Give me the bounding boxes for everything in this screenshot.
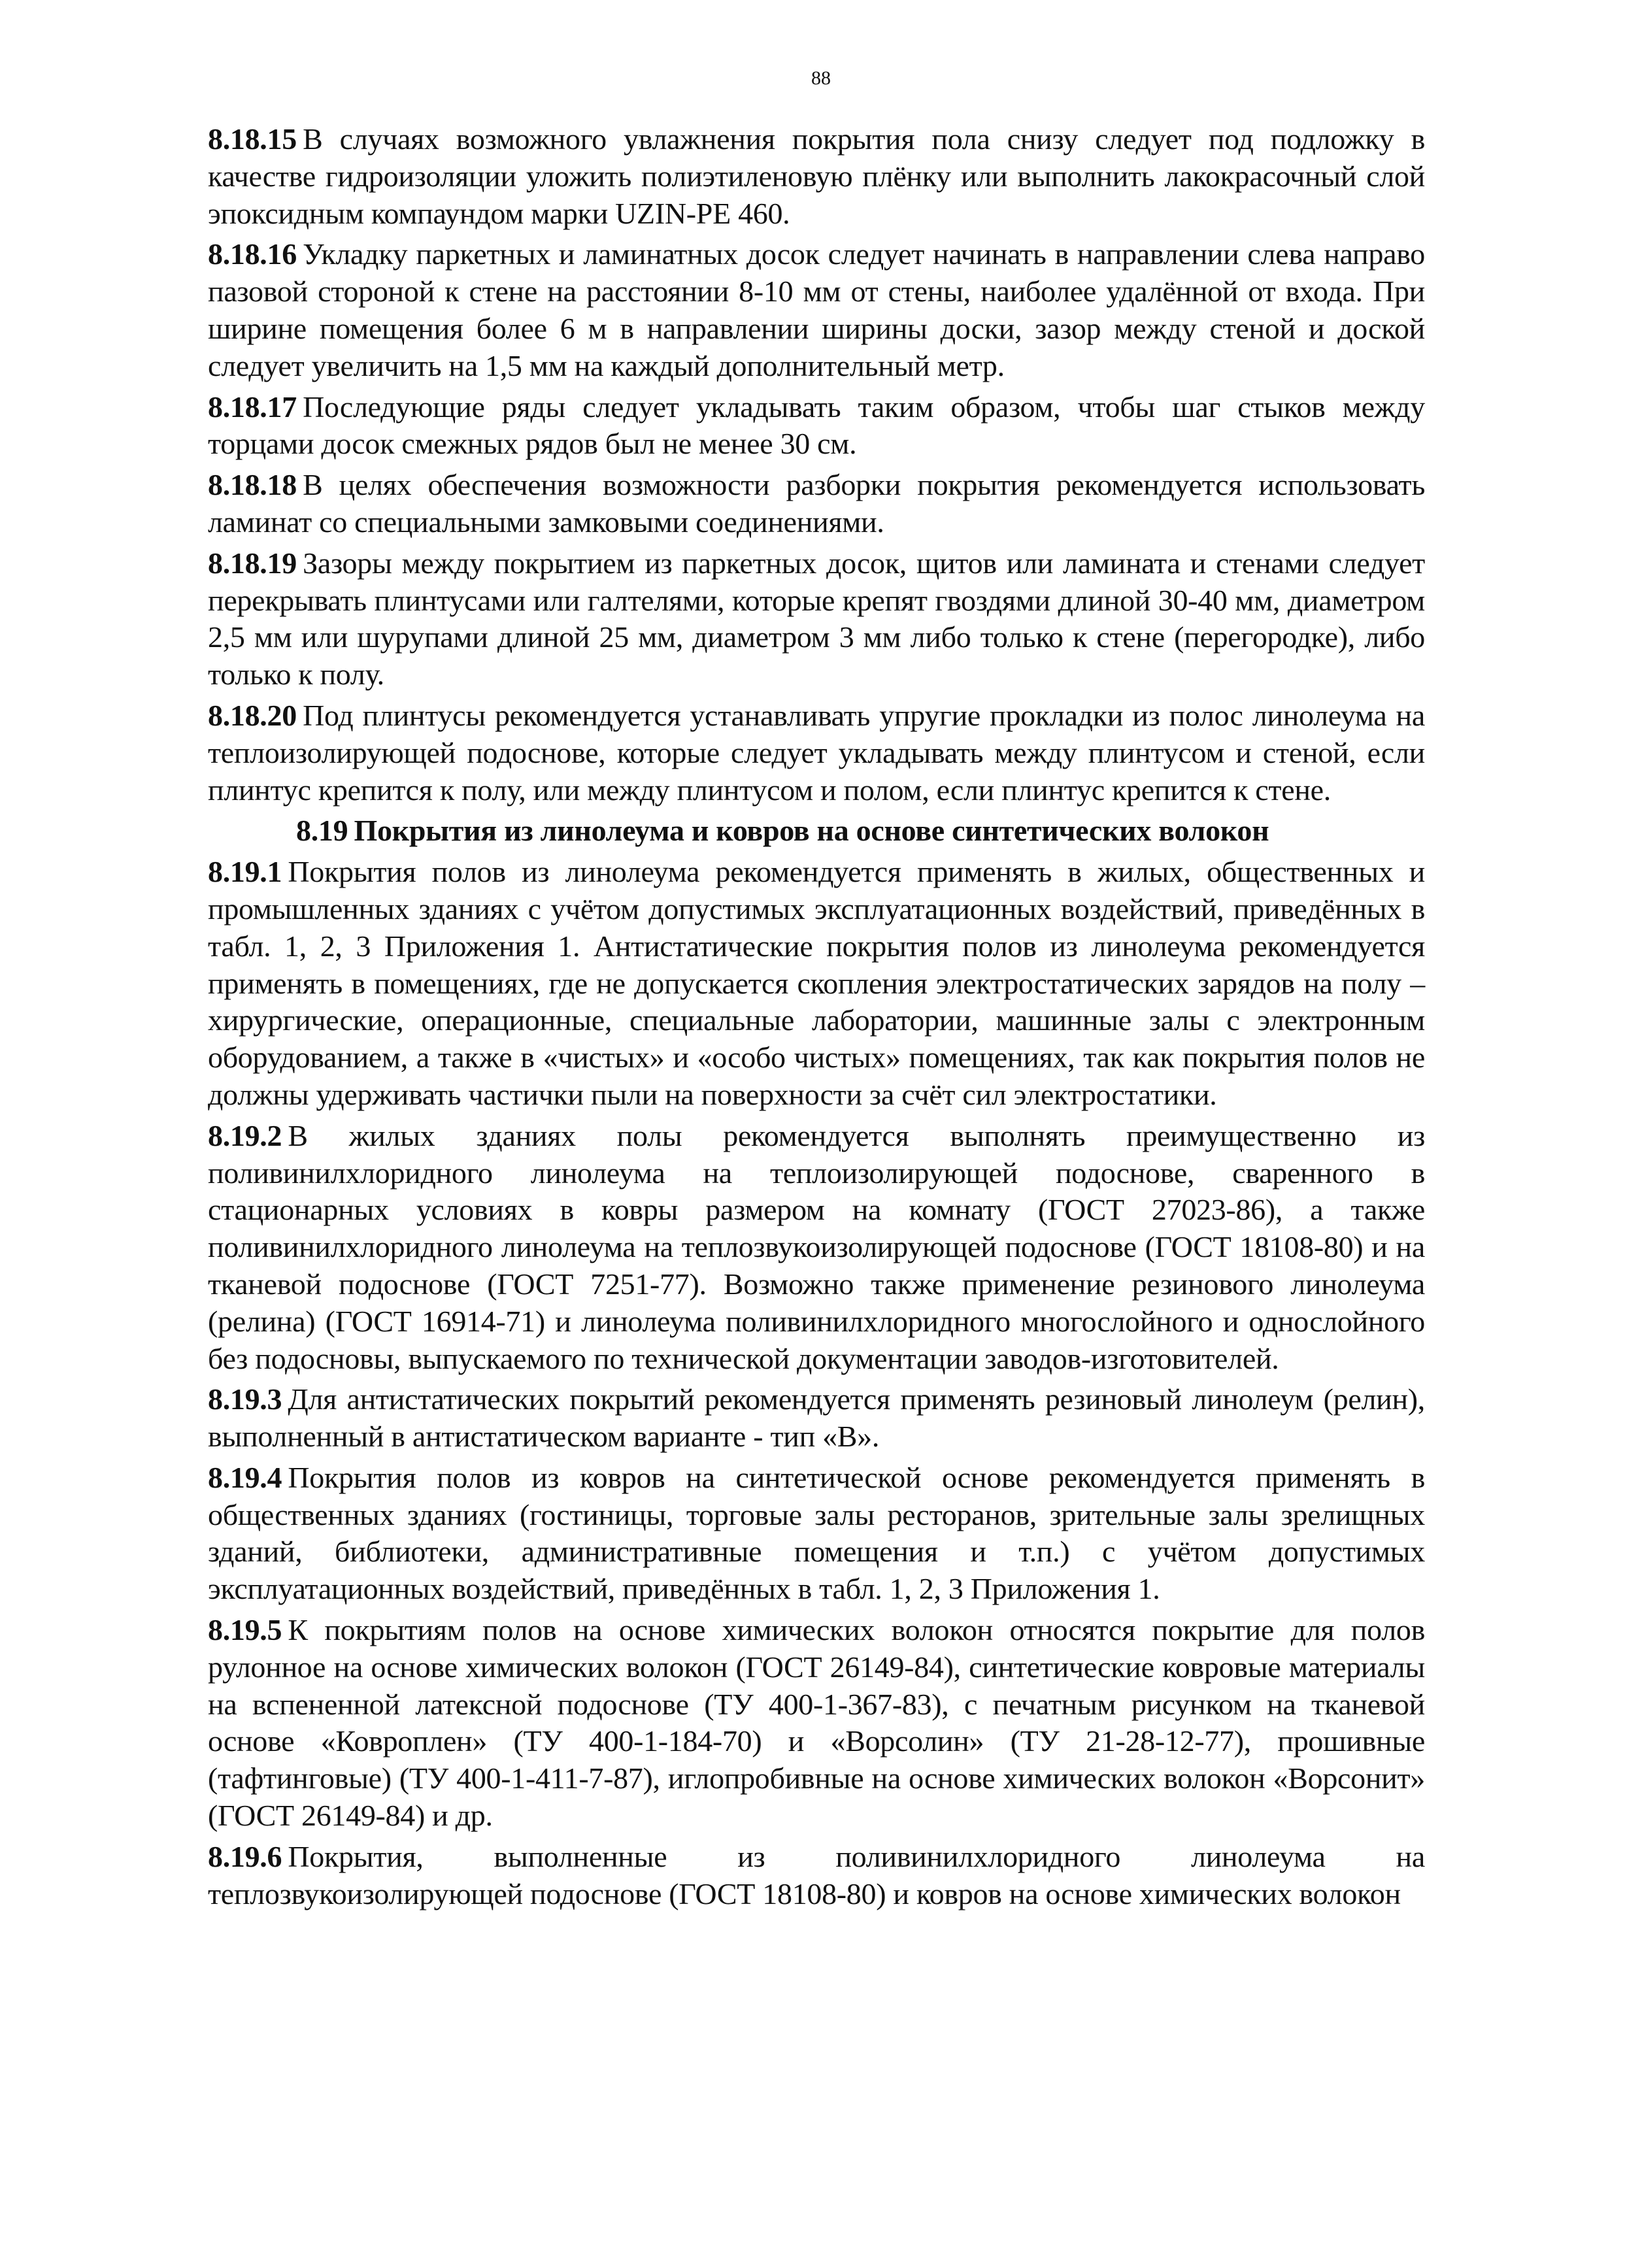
paragraph-8-18-20	[208, 697, 1425, 809]
paragraph-8-19-6	[208, 1839, 1425, 1913]
paragraph-8-18-15	[208, 121, 1425, 232]
paragraph-number: 8.18.15	[208, 122, 297, 156]
paragraph-text: Под плинтусы рекомендуется устанавливать упругие прокладки из полос линолеума на теплоизолирующей подоснове, которые следует укладывать между плинтусом и стеной, если плинтус крепится к полу, или между плинтусом и полом, если плинтус крепится к стене.	[208, 698, 1425, 807]
section-number: 8.19	[296, 814, 348, 848]
paragraph-8-18-18	[208, 467, 1425, 541]
paragraph-text: К покрытиям полов на основе химических волокон относятся покрытие для полов рулонное на основе химических волокон (ГОСТ 26149-84), синтетические ковровые материалы на вспененной латексной подоснове (ТУ 400-1-367-83), с печатным рисунком на тканевой основе «Ковроплен» (ТУ 400-1-184-70) и «Ворсолин» (ТУ 21-28-12-77), прошивные (тафтинговые) (ТУ 400-1-411-7-87), иглопробивные на основе химических волокон «Ворсонит» (ГОСТ 26149-84) и др.	[208, 1613, 1425, 1833]
paragraph-text: Покрытия полов из линолеума рекомендуется применять в жилых, общественных и промышленных зданиях с учётом допустимых эксплуатационных воздействий, приведённых в табл. 1, 2, 3 Приложения 1. Антистатические покрытия полов из линолеума рекомендуется применять в помещениях, где не допускается скопления электростатических зарядов на полу – хирургические, операционные, специальные лаборатории, машинные залы с электронным оборудованием, а также в «чистых» и «особо чистых» помещениях, так как покрытия полов не должны удерживать частички пыли на поверхности за счёт сил электростатики.	[208, 855, 1425, 1111]
paragraph-number: 8.18.16	[208, 237, 297, 271]
paragraph-number: 8.19.6	[208, 1839, 282, 1873]
paragraph-text: Укладку паркетных и ламинатных досок следует начинать в направлении слева направо пазовой стороной к стене на расстоянии 8-10 мм от стены, наиболее удалённой от входа. При ширине помещения более 6 м в направлении ширины доски, зазор между стеной и доской следует увеличить на 1,5 мм на каждый дополнительный метр.	[208, 237, 1425, 382]
paragraph-text: Зазоры между покрытием из паркетных досок, щитов или ламината и стенами следует перекрывать плинтусами или галтелями, которые крепят гвоздями длиной 30-40 мм, диаметром 2,5 мм или шурупами длиной 25 мм, диаметром 3 мм либо только к стене (перегородке), либо только к полу.	[208, 546, 1425, 692]
paragraph-text: Покрытия полов из ковров на синтетической основе рекомендуется применять в общественных зданиях (гостиницы, торговые залы ресторанов, зрительные залы зрелищных зданий, библиотеки, административные помещения и т.п.) с учётом допустимых эксплуатационных воздействий, приведённых в табл. 1, 2, 3 Приложения 1.	[208, 1460, 1425, 1606]
paragraph-text: В жилых зданиях полы рекомендуется выполнять преимущественно из поливинилхлоридного линолеума на теплоизолирующей подоснове, сваренного в стационарных условиях в ковры размером на комнату (ГОСТ 27023-86), а также поливинилхлоридного линолеума на теплозвукоизолирующей подоснове (ГОСТ 18108-80) и на тканевой подоснове (ГОСТ 7251-77). Возможно также применение резинового линолеума (релина) (ГОСТ 16914-71) и линолеума поливинилхлоридного многослойного и однослойного без подосновы, выпускаемого по технической документации заводов-изготовителей.	[208, 1118, 1425, 1375]
paragraph-number: 8.19.1	[208, 855, 282, 889]
paragraph-number: 8.19.5	[208, 1613, 282, 1647]
paragraph-8-19-2	[208, 1118, 1425, 1378]
section-heading	[208, 812, 1425, 850]
paragraph-8-19-5	[208, 1612, 1425, 1835]
paragraph-text: Последующие ряды следует укладывать таким образом, чтобы шаг стыков между торцами досок смежных рядов был не менее 30 см.	[208, 390, 1425, 461]
paragraph-number: 8.19.4	[208, 1460, 282, 1494]
paragraph-8-19-1	[208, 854, 1425, 1114]
section-title: Покрытия из линолеума и ковров на основе синтетических волокон	[354, 814, 1269, 848]
page-number: 88	[811, 67, 831, 89]
paragraph-number: 8.19.2	[208, 1118, 282, 1152]
paragraph-number: 8.18.17	[208, 390, 297, 424]
paragraph-number: 8.19.3	[208, 1382, 282, 1416]
paragraph-text: В случаях возможного увлажнения покрытия пола снизу следует под подложку в качестве гидроизоляции уложить полиэтиленовую плёнку или выполнить лакокрасочный слой эпоксидным компаундом марки UZIN-PE 460.	[208, 122, 1425, 230]
paragraph-8-19-3	[208, 1381, 1425, 1456]
paragraph-8-19-4	[208, 1459, 1425, 1608]
document-body	[208, 121, 1425, 1916]
paragraph-text: В целях обеспечения возможности разборки покрытия рекомендуется использовать ламинат со специальными замковыми соединениями.	[208, 468, 1425, 539]
paragraph-8-18-17	[208, 389, 1425, 463]
paragraph-number: 8.18.19	[208, 546, 297, 580]
paragraph-number: 8.18.18	[208, 468, 297, 502]
paragraph-8-18-16	[208, 236, 1425, 384]
paragraph-8-18-19	[208, 545, 1425, 693]
paragraph-number: 8.18.20	[208, 698, 297, 732]
paragraph-text: Для антистатических покрытий рекомендуется применять резиновый линолеум (релин), выполненный в антистатическом варианте - тип «В».	[208, 1382, 1425, 1454]
paragraph-text: Покрытия, выполненные из поливинилхлоридного линолеума на теплозвукоизолирующей подоснове (ГОСТ 18108-80) и ковров на основе химических волокон	[208, 1839, 1425, 1910]
